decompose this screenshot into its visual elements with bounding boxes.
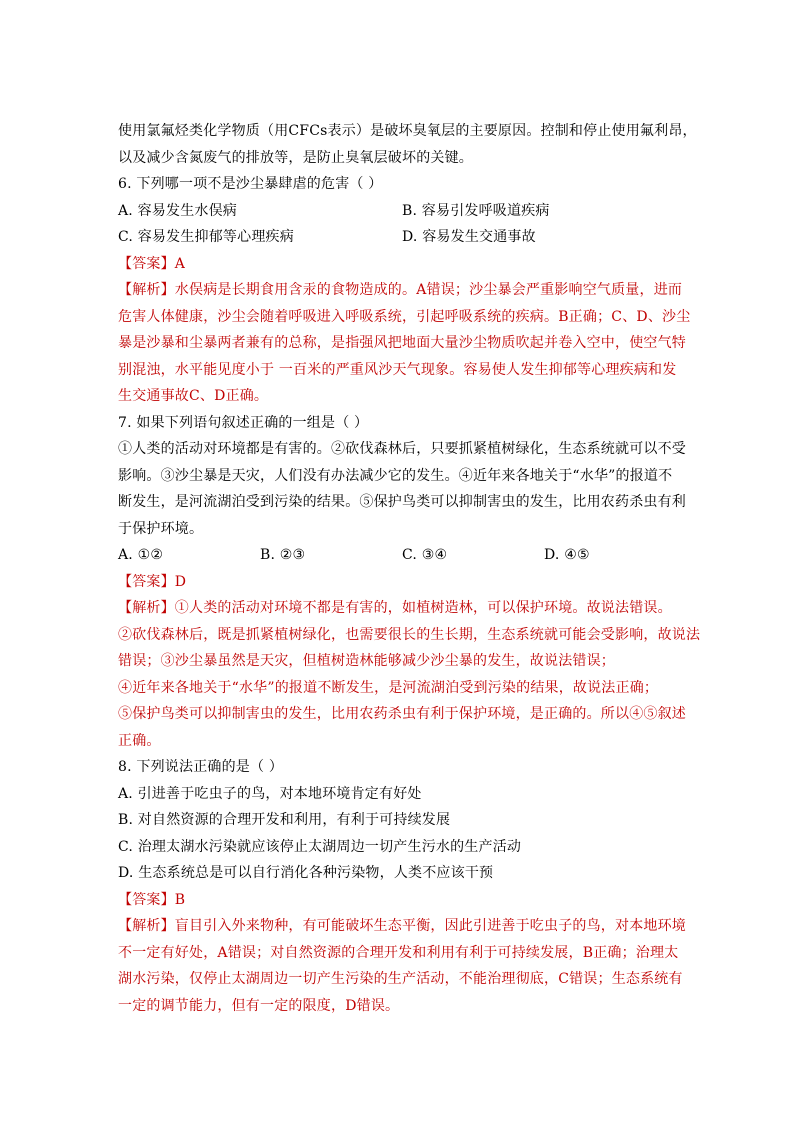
q6-option-c: C. 容易发生抑郁等心理疾病 (118, 229, 294, 245)
q7-analysis-line-4: ④近年来各地关于“水华”的报道不断发生，是河流湖泊受到污染的结果，故说法正确； (118, 679, 659, 696)
q7-option-c: C. ③④ (402, 547, 448, 563)
q6-answer: 【答案】A (118, 255, 186, 272)
q7-analysis-line-5: ⑤保护鸟类可以抑制害虫的发生，比用农药杀虫有利于保护环境，是正确的。所以④⑤叙述 (118, 706, 686, 722)
q7-analysis-line-6: 正确。 (118, 732, 161, 749)
q6-options-row-2 (118, 224, 686, 251)
q8-analysis-line-4: 一定的调节能力，但有一定的限度，D错误。 (118, 997, 400, 1014)
q8-analysis-line-3: 湖水污染，仅停止太湖周边一切产生污染的生产活动，不能治理彻底，C错误；生态系统有 (118, 971, 683, 987)
q7-stem: 7. 如果下列语句叙述正确的一组是（ ） (118, 414, 369, 431)
q8-analysis-line-1: 【解析】盲目引入外来物种，有可能破坏生态平衡，因此引进善于吃虫子的鸟，对本地环境 (118, 918, 686, 934)
q6-analysis-line-2: 危害人体健康，沙尘会随着呼吸进入呼吸系统，引起呼吸系统的疾病。B正确；C、D、沙尘 (118, 308, 691, 325)
q7-analysis-line-3: 错误；③沙尘暴虽然是天灾，但植树造林能够减少沙尘暴的发生，故说法错误； (118, 653, 615, 669)
q7-body-line-1: ①人类的活动对环境都是有害的。②砍伐森林后，只要抓紧植树绿化，生态系统就可以不受 (118, 441, 686, 457)
q8-option-b: B. 对自然资源的合理开发和利用，有利于可持续发展 (118, 812, 451, 828)
q6-analysis-line-4: 别混浊，水平能见度小于 一百米的严重风沙天气现象。容易使人发生抑郁等心理疾病和发 (118, 361, 677, 378)
q7-option-a: A. ①② (118, 547, 164, 563)
q8-stem: 8. 下列说法正确的是（ ） (118, 759, 284, 775)
q6-options-row-1 (118, 198, 686, 225)
q6-option-a: A. 容易发生水俣病 (118, 202, 238, 219)
q6-analysis-line-5: 生交通事故C、D正确。 (118, 388, 269, 404)
q6-analysis-line-1: 【解析】水俣病是长期食用含汞的食物造成的。A错误；沙尘暴会严重影响空气质量，进而 (118, 282, 683, 298)
q7-body-line-3: 断发生，是河流湖泊受到污染的结果。⑤保护鸟类可以抑制害虫的发生，比用农药杀虫有利 (118, 494, 686, 510)
q8-option-a: A. 引进善于吃虫子的鸟，对本地环境肯定有好处 (118, 785, 422, 802)
q8-answer: 【答案】B (118, 891, 186, 908)
q7-option-d: D. ④⑤ (544, 547, 590, 563)
q6-stem: 6. 下列哪一项不是沙尘暴肆虐的危害（ ） (118, 176, 383, 192)
q7-option-b: B. ②③ (260, 547, 306, 563)
q6-option-b: B. 容易引发呼吸道疾病 (402, 202, 550, 219)
q7-body-line-2: 影响。③沙尘暴是天灾，人们没有办法减少它的发生。④近年来各地关于“水华”的报道不 (118, 467, 673, 484)
q7-analysis-line-1: 【解析】①人类的活动对环境不都是有害的，如植树造林，可以保护环境。故说法错误。 (118, 600, 672, 616)
q8-option-c: C. 治理太湖水污染就应该停止太湖周边一切产生污水的生产活动 (118, 838, 522, 855)
q6-option-d: D. 容易发生交通事故 (402, 229, 536, 245)
document-page (118, 118, 701, 1019)
q6-analysis-line-3: 暴是沙暴和尘暴两者兼有的总称，是指强风把地面大量沙尘物质吹起并卷入空中，使空气特 (118, 335, 686, 351)
q8-analysis-line-2: 不一定有好处，A错误；对自然资源的合理开发和利用有利于可持续发展，B正确；治理太 (118, 944, 679, 961)
q7-answer: 【答案】D (118, 573, 187, 590)
q8-option-d: D. 生态系统总是可以自行消化各种污染物，人类不应该干预 (118, 865, 494, 881)
intro-line-2: 以及减少含氮废气的排放等，是防止臭氧层破坏的关键。 (118, 149, 473, 166)
q7-options-row (118, 542, 686, 569)
q7-analysis-line-2: ②砍伐森林后，既是抓紧植树绿化，也需要很长的生长期，生态系统就可能会受影响，故说法 (118, 626, 701, 643)
q7-body-line-4: 于保护环境。 (118, 520, 204, 537)
intro-line-1: 使用氯氟烃类化学物质（用CFCs表示）是破坏臭氧层的主要原因。控制和停止使用氟利昂， (118, 123, 697, 139)
